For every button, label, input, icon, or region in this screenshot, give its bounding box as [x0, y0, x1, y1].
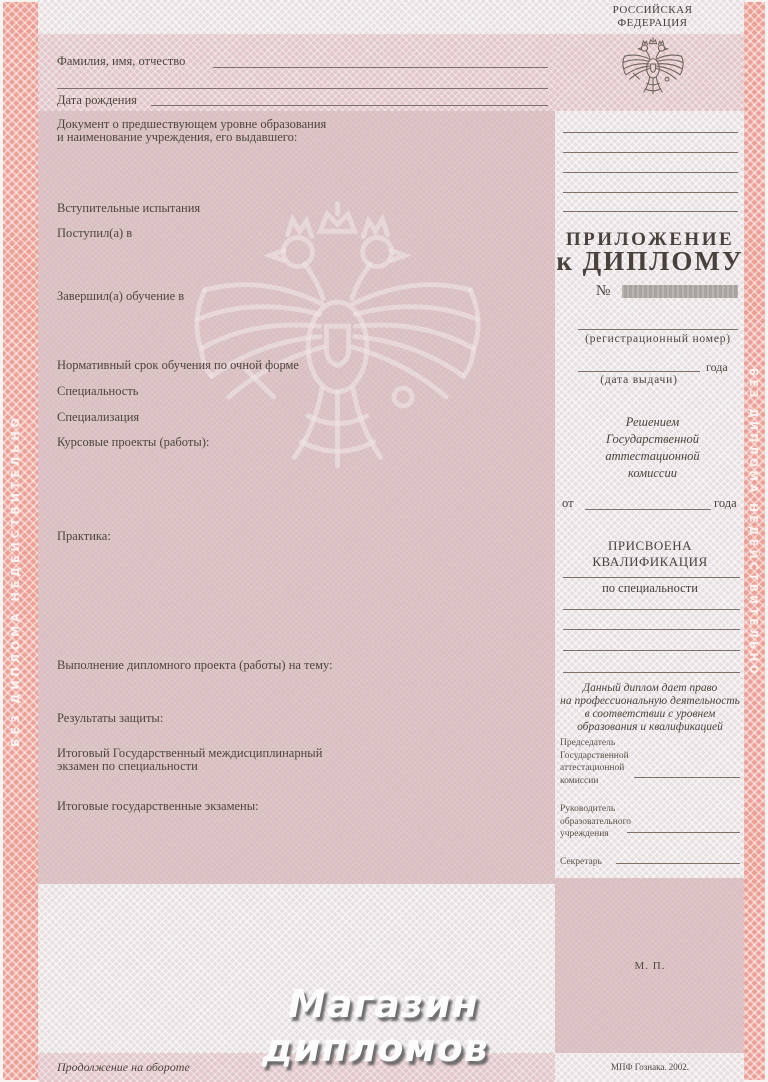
- ruled-line: [563, 672, 740, 673]
- study-duration-label: Нормативный срок обучения по очной форме: [57, 358, 299, 372]
- secretary-label: Секретарь: [560, 857, 602, 867]
- ruled-line: [563, 172, 738, 173]
- head-label-line: образовательного: [560, 816, 632, 827]
- full-name-label: Фамилия, имя, отчество: [57, 54, 186, 68]
- coat-of-arms-icon: [616, 36, 690, 106]
- country-name: [560, 4, 745, 30]
- commission-decision-line: комиссии: [628, 466, 677, 480]
- birth-date-label: Дата рождения: [57, 93, 137, 107]
- ruled-line: [563, 192, 738, 193]
- country-line1: РОССИЙСКАЯ: [612, 4, 693, 16]
- full-name-line: [213, 67, 548, 68]
- by-specialty-label: по специальности: [602, 581, 698, 595]
- full-name-line2: [57, 88, 548, 89]
- defense-results-label: Результаты защиты:: [57, 711, 164, 725]
- supplement-title-line2: к ДИПЛОМУ: [556, 246, 744, 276]
- ruled-line: [563, 609, 740, 610]
- rights-statement-line: в соответствии с уровнем: [584, 708, 716, 720]
- reg-number-caption: (регистрационный номер): [585, 333, 731, 345]
- supplement-title-line1: ПРИЛОЖЕНИЕ: [565, 229, 735, 250]
- head-label-line: учреждения: [560, 829, 609, 839]
- interdisciplinary-exam-label-line1: Итоговый Государственный междисциплинарный: [57, 746, 323, 760]
- ruled-line: [563, 629, 740, 630]
- issue-date-caption: (дата выдачи): [600, 374, 678, 386]
- practice-label: Практика:: [57, 529, 111, 543]
- previous-education-label-line2: и наименование учреждения, его выдавшего:: [57, 130, 298, 144]
- secretary-signature-line: [616, 863, 740, 864]
- redacted-diploma-number: [622, 285, 738, 298]
- shop-watermark-line1: Магазин: [288, 982, 479, 1026]
- rights-statement-line: Данный диплом дает право: [582, 682, 718, 694]
- chairman-signature-line: [634, 777, 740, 778]
- chairman-label-line: аттестационной: [560, 763, 625, 773]
- continuation-note: Продолжение на обороте: [57, 1060, 190, 1074]
- country-line2: ФЕДЕРАЦИЯ: [617, 17, 688, 29]
- thesis-label: Выполнение дипломного проекта (работы) на тему:: [57, 658, 333, 672]
- ruled-line: [563, 152, 738, 153]
- specialty-label: Специальность: [57, 384, 139, 398]
- completed-label: Завершил(а) обучение в: [57, 289, 185, 303]
- coursework-label: Курсовые проекты (работы):: [57, 435, 210, 449]
- ruled-line: [563, 211, 738, 212]
- chairman-label: [560, 737, 629, 787]
- from-label: от: [562, 496, 574, 510]
- reg-number-line: [578, 329, 738, 330]
- head-label-line: Руководитель: [560, 804, 616, 814]
- entrance-exams-label: Вступительные испытания: [57, 201, 201, 215]
- interdisciplinary-exam-label-line2: экзамен по специальности: [57, 759, 198, 773]
- commission-decision-line: аттестационной: [605, 449, 700, 463]
- issue-year-word: года: [706, 360, 728, 374]
- decision-year-word: года: [714, 496, 737, 510]
- qualification-awarded-label: ПРИСВОЕНА КВАЛИФИКАЦИЯ: [592, 538, 708, 569]
- left-edge-watermark-text: БЕЗ ДИПЛОМА НЕДЕЙСТВИТЕЛЬНО: [9, 413, 22, 747]
- ruled-line: [563, 132, 738, 133]
- print-info: МПФ Гознака. 2002.: [610, 1062, 690, 1072]
- decision-date-line: [585, 509, 711, 510]
- rights-statement-line: на профессиональную деятельность: [560, 695, 740, 707]
- ruled-line: [563, 650, 740, 651]
- qualification-line: [563, 577, 740, 578]
- head-signature-line: [627, 832, 740, 833]
- commission-decision-line: Государственной: [606, 432, 699, 446]
- chairman-label-line: Государственной: [560, 750, 629, 761]
- chairman-label-line: Председатель: [560, 738, 616, 748]
- chairman-label-line: комиссии: [560, 775, 599, 786]
- right-edge-watermark-text: БЕЗ ДИПЛОМА НЕДЕЙСТВИТЕЛЬНО: [747, 368, 759, 678]
- number-sign: №: [596, 283, 611, 299]
- commission-decision-text: [570, 414, 735, 482]
- head-label: [560, 803, 631, 841]
- rights-statement-line: образования и квалификацией: [577, 721, 723, 733]
- state-exams-label: Итоговые государственные экзамены:: [57, 799, 259, 813]
- issue-date-line: [578, 371, 700, 372]
- seal-place-label: М. П.: [634, 960, 666, 972]
- previous-education-label-line1: Документ о предшествующем уровне образования: [57, 117, 327, 131]
- enrolled-label: Поступил(а) в: [57, 226, 133, 240]
- birth-date-line: [151, 105, 548, 106]
- commission-decision-line: Решением: [625, 415, 680, 429]
- rights-statement: [556, 682, 744, 734]
- specialization-label: Специализация: [57, 410, 140, 424]
- shop-watermark-line2: дипломов: [262, 1026, 489, 1070]
